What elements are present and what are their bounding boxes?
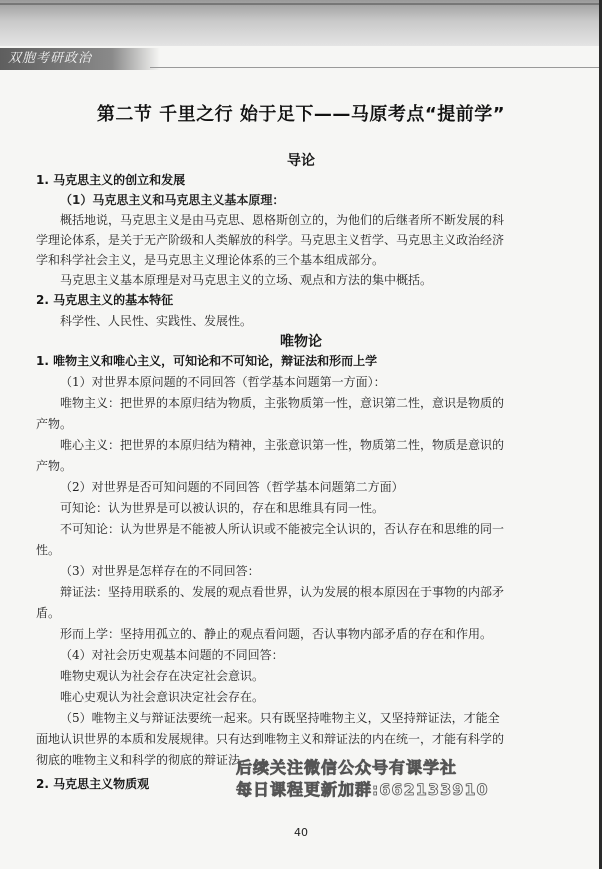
heading-features: 2. 马克思主义的基本特征 [36, 293, 174, 307]
paragraph-line: （2）对世界是否可知问题的不同回答（哲学基本问题第二方面） [60, 480, 404, 494]
paragraph-line: （3）对世界是怎样存在的不同回答： [60, 564, 260, 578]
paragraph-line: （5）唯物主义与辩证法要统一起来。只有既坚持唯物主义，又坚持辩证法，才能全 [60, 711, 500, 725]
paragraph-line: 盾。 [36, 606, 61, 620]
series-tag: 双胞考研政治 [0, 48, 160, 70]
header-top-line [0, 3, 602, 5]
paragraph-line: 不可知论：认为世界是不能被人所认识或不能被完全认识的，否认存在和思维的同一 [60, 522, 505, 536]
heading-founding: 1. 马克思主义的创立和发展 [36, 173, 186, 187]
paragraph-line: 产物。 [36, 459, 73, 473]
paragraph-line: 唯心史观认为社会意识决定社会存在。 [60, 690, 265, 704]
paragraph-line: （4）对社会历史观基本问题的不同回答： [60, 648, 284, 662]
paragraph-line: 产物。 [36, 417, 73, 431]
page-number: 40 [294, 826, 308, 839]
watermark-line-1: 后续关注微信公众号有课学社 [236, 758, 458, 777]
paragraph-line: 唯心主义：把世界的本原归结为精神，主张意识第一性，物质第二性，物质是意识的 [60, 438, 505, 452]
header-band [0, 0, 602, 46]
paragraph-line: 科学性、人民性、实践性、发展性。 [60, 314, 253, 328]
paragraph-line: （1）对世界本原问题的不同回答（哲学基本问题第一方面）： [60, 375, 386, 389]
paragraph-line: 唯物史观认为社会存在决定社会意识。 [60, 669, 265, 683]
paragraph-line: 面地认识世界的本质和发展规律。只有达到唯物主义和辩证法的内在统一，才能有科学的 [36, 732, 505, 746]
paragraph-line: 性。 [36, 543, 61, 557]
paragraph-line: 学理论体系，是关于无产阶级和人类解放的科学。马克思主义哲学、马克思主义政治经济 [36, 233, 505, 247]
section-title: 第二节 千里之行 始于足下——马原考点“提前学” [96, 104, 506, 125]
heading-matter-view: 2. 马克思主义物质观 [36, 777, 150, 791]
heading-materialism-idealism: 1. 唯物主义和唯心主义，可知论和不可知论，辩证法和形而上学 [36, 354, 378, 368]
paragraph-line: 唯物主义：把世界的本原归结为物质，主张物质第一性，意识第二性，意识是物质的 [60, 396, 505, 410]
paragraph-line: 可知论：认为世界是可以被认识的，存在和思维具有同一性。 [60, 501, 385, 515]
paragraph-line: 马克思主义基本原理是对马克思主义的立场、观点和方法的集中概括。 [60, 273, 433, 287]
part-heading-intro: 导论 [287, 153, 315, 169]
watermark-line-2: 每日课程更新加群:662133910 [236, 780, 489, 799]
paragraph-line: 彻底的唯物主义和科学的彻底的辩证法。 [36, 753, 253, 767]
paragraph-line: 学和科学社会主义，是马克思主义理论体系的三个基本组成部分。 [36, 253, 385, 267]
paragraph-line: 概括地说，马克思主义是由马克思、恩格斯创立的，为他们的后继者所不断发展的科 [60, 213, 505, 227]
header-rule [150, 67, 602, 68]
subheading-principles: （1）马克思主义和马克思主义基本原理： [60, 193, 285, 207]
part-heading-materialism: 唯物论 [280, 334, 322, 350]
paragraph-line: 辩证法：坚持用联系的、发展的观点看世界，认为发展的根本原因在于事物的内部矛 [60, 585, 505, 599]
paragraph-line: 形而上学：坚持用孤立的、静止的观点看问题，否认事物内部矛盾的存在和作用。 [60, 627, 493, 641]
